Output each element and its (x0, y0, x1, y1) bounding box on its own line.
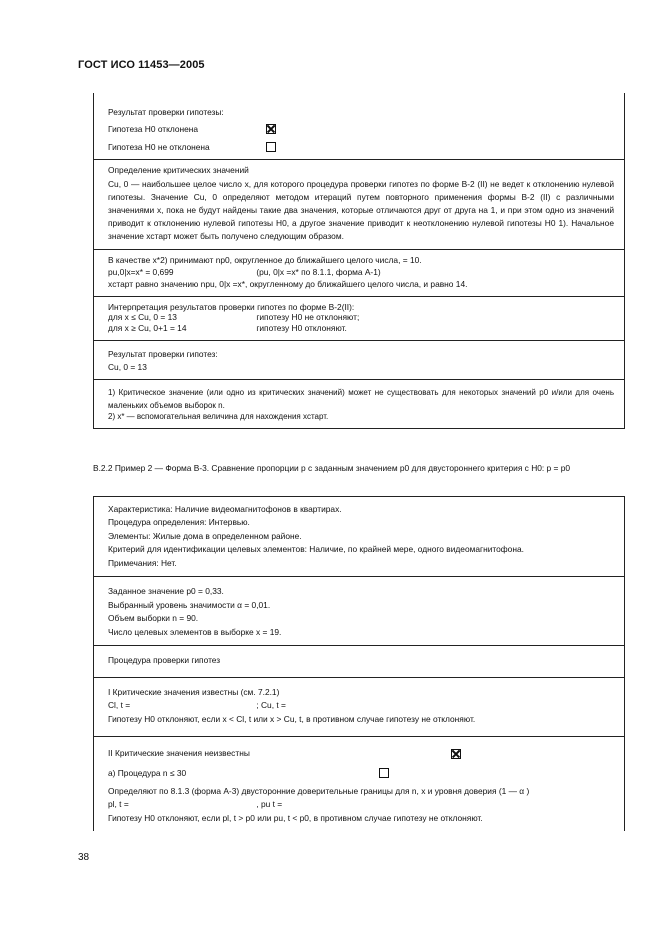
elems-line: Элементы: Жилые дома в определенном районе. (108, 530, 302, 541)
result-2-row (94, 341, 624, 380)
section-b-2-2: В.2.2 Пример 2 — Форма В-3. Сравнение пропорции p с заданным значением p0 для двустороннего критерия с H0: p = p0 (93, 463, 571, 473)
crit-paragraph: Cu, 0 — наибольшее целое число x, для которого процедура проверки гипотез по форме В-2 (II) не ведет к отклонению нулевой гипотезы. Значение Cu, 0 определяют методом итераций путем повторного применения формы В-2 (II) с различными значениями x, пока не будут найдены такие два значения, которые отличаются друг от друга на 1, и при этом одно из значений приводит к отклонению нулевой гипотезы H0, а другое значение приводит к неотклонению нулевой гипотезы H0 1). Начальное значение xстарт может быть получено следующим образом. (108, 178, 614, 241)
critical-values-row (94, 160, 624, 250)
procedure-row (94, 646, 624, 678)
interp-l2b: гипотезу H0 отклоняют. (256, 323, 347, 334)
proc-line: Процедура определения: Интервью. (108, 517, 250, 528)
proc-a-label: а) Процедура n ≤ 30 (108, 767, 187, 778)
pl-line: pl, t = (108, 799, 129, 810)
notes-line: Примечания: Нет. (108, 557, 177, 568)
unknown-values-row (94, 737, 624, 831)
pu-line: , pu t = (256, 799, 283, 810)
rejected-checkbox[interactable] (266, 124, 276, 134)
det-line: Определяют по 8.1.3 (форма А-3) двусторонние доверительные границы для n, x и уровня доверия (1 — α ) (108, 786, 530, 797)
given-line: Заданное значение p0 = 0,33. (108, 586, 224, 597)
footnote-1: 1) Критическое значение (или одно из критических значений) может не существовать для некоторых значений p0 и/или для очень маленьких объемов выборок n. (108, 388, 614, 410)
char-line: Характеристика: Наличие видеомагнитофонов в квартирах. (108, 504, 342, 514)
known-values-row (94, 678, 624, 737)
known-title: I Критические значения известны (см. 7.2.1) (108, 686, 280, 697)
known-cl: Cl, t = (108, 700, 131, 711)
rejected-label: Гипотеза H0 отклонена (108, 123, 199, 134)
characteristics-row (94, 497, 624, 577)
alpha-line: Выбранный уровень значимости α = 0,01. (108, 599, 271, 610)
init-line-3: xстарт равно значению npu, 0|x =x*, округленному до ближайшего целого числа, и равно 14. (108, 278, 468, 289)
initial-value-row (94, 250, 624, 297)
page-number: 38 (78, 852, 90, 863)
known-rule: Гипотезу H0 отклоняют, если x < Cl, t или x > Cu, t, в противном случае гипотезу не отклоняют. (108, 713, 476, 724)
unknown-checkbox[interactable] (451, 749, 461, 759)
n-line: Объем выборки n = 90. (108, 613, 199, 624)
table-hypothesis-2 (93, 496, 625, 831)
known-cu: ; Cu, t = (256, 700, 286, 711)
not-rejected-checkbox[interactable] (266, 142, 276, 152)
proc-test: Процедура проверки гипотез (108, 654, 221, 665)
interp-title: Интерпретация результатов проверки гипотез по форме В-2(II): (108, 301, 355, 312)
result-title: Результат проверки гипотезы: (108, 107, 224, 117)
res2-title: Результат проверки гипотез: (108, 349, 218, 360)
init-line-2b: (pu, 0|x =x* по 8.1.1, форма А-1) (256, 266, 381, 277)
result-row (94, 93, 624, 160)
x-line: Число целевых элементов в выборке x = 19. (108, 626, 282, 637)
crit-title: Определение критических значений (108, 164, 249, 175)
document-header: ГОСТ ИСО 11453—2005 (78, 59, 205, 71)
init-line-2a: pu,0|x=x* = 0,699 (108, 266, 174, 277)
interp-l1b: гипотезу H0 не отклоняют; (256, 312, 360, 323)
interpretation-row (94, 297, 624, 342)
res2-value: Cu, 0 = 13 (108, 362, 147, 373)
footnote-2: 2) x* — вспомогательная величина для нахождения xстарт. (108, 411, 329, 421)
rule2-line: Гипотезу H0 отклоняют, если pl, t > p0 или pu, t < p0, в противном случае гипотезу не отклоняют. (108, 812, 483, 823)
parameters-row (94, 577, 624, 646)
init-line-1: В качестве x*2) принимают np0, округленное до ближайшего целого числа, = 10. (108, 254, 422, 265)
crit-line: Критерий для идентификации целевых элементов: Наличие, по крайней мере, одного видеомагнитофона. (108, 544, 524, 555)
proc-a-checkbox[interactable] (379, 768, 389, 778)
unknown-title: II Критические значения неизвестны (108, 748, 250, 759)
not-rejected-label: Гипотеза H0 не отклонена (108, 141, 210, 152)
table-hypothesis-1 (93, 93, 625, 429)
footnotes-row (94, 380, 624, 429)
interp-l2a: для x ≥ Cu, 0+1 = 14 (108, 323, 187, 334)
interp-l1a: для x ≤ Cu, 0 = 13 (108, 312, 177, 323)
